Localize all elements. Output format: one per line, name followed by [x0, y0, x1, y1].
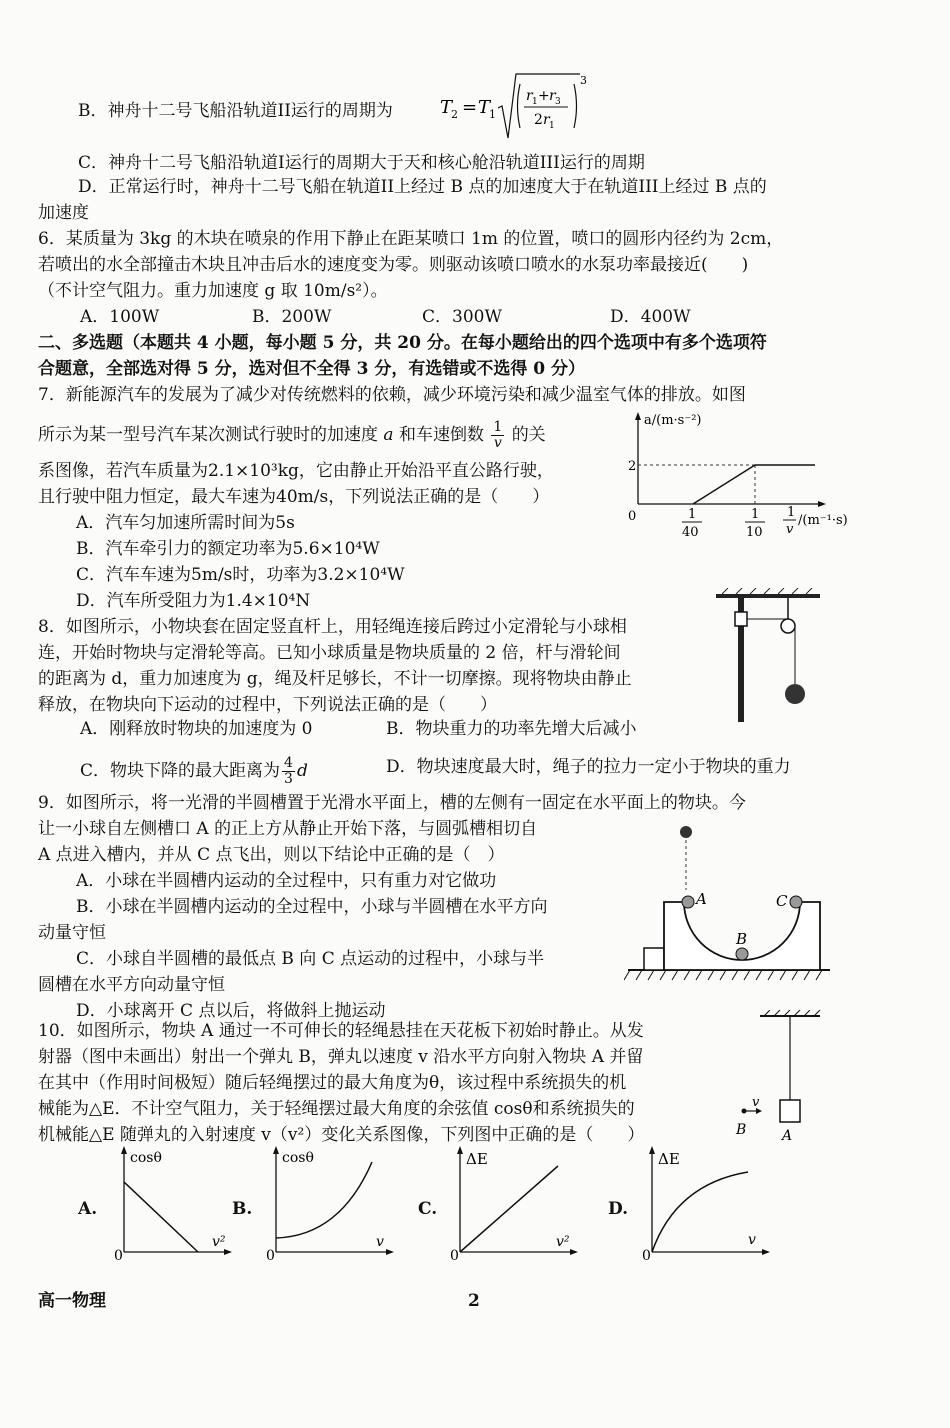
q10-graph-d [636, 1144, 776, 1264]
q9-label-c: C [776, 892, 788, 910]
svg-text:0: 0 [450, 1248, 459, 1264]
q10-graph-a [108, 1144, 238, 1264]
svg-text:B: B [736, 1122, 747, 1138]
q7-graph [620, 408, 870, 548]
svg-text:v: v [376, 1234, 384, 1250]
q8-option-c: C．物块下降的最大距离为 $\frac{4}{3}$ d [80, 755, 308, 787]
q7-graph-xlabel: /(m⁻¹·s) [798, 513, 848, 528]
svg-text:ΔE: ΔE [466, 1150, 488, 1168]
q7-stem-2: 所示为某一型号汽车某次测试行驶时的加速度 a 和车速倒数 $\frac{1}{v}$ 的关 [38, 419, 546, 451]
svg-text:2: 2 [451, 108, 458, 121]
q5-option-b-formula [440, 68, 590, 148]
q9-option-b-cont: 动量守恒 [38, 923, 106, 943]
svg-text:2: 2 [534, 112, 543, 128]
q7-stem-4: 且行驶中阻力恒定，最大车速为40m/s，下列说法正确的是（ ） [38, 487, 550, 507]
q7-graph-ytick: 2 [628, 459, 637, 474]
q6-option-b: B．200W [252, 307, 332, 327]
q7-graph-xtick2-num: 1 [751, 507, 760, 522]
q10-stem-3: 在其中（作用时间极短）随后轻绳摆过的最大角度为θ，该过程中系统损失的机 [38, 1073, 627, 1093]
q8-stem-3: 的距离为 d，重力加速度为 g，绳及杆足够长，不计一切摩擦。现将物块由静止 [38, 669, 632, 689]
q6-option-a: A．100W [80, 307, 160, 327]
svg-text:0: 0 [642, 1248, 651, 1264]
q8-stem-1: 8．如图所示，小物块套在固定竖直杆上，用轻绳连接后跨过小定滑轮与小球相 [38, 617, 627, 637]
q8-ball [785, 684, 805, 704]
svg-text:0: 0 [114, 1248, 123, 1264]
q7-graph-origin: 0 [628, 509, 637, 524]
q10-graph-b-label: B. [232, 1199, 253, 1219]
q6-stem-1: 6．某质量为 3kg 的木块在喷泉的作用下静止在距某喷口 1m 的位置，喷口的圆形内径约为 2cm， [38, 229, 784, 249]
q10-stem-4: 械能为△E．不计空气阻力，关于轻绳摆过最大角度的余弦值 cosθ和系统损失的 [38, 1099, 635, 1119]
q8-block [735, 612, 747, 626]
q7-graph-xlabel-v: v [786, 522, 794, 537]
q6-stem-2: 若喷出的水全部撞击木块且冲击后水的速度变为零。则驱动该喷口喷水的水泵功率最接近( ) [38, 255, 749, 275]
svg-text:cosθ: cosθ [130, 1150, 162, 1166]
q10-graph-c-label: C. [418, 1199, 438, 1219]
q7-graph-xtick2-den: 10 [746, 525, 763, 540]
q9-fixed-block [644, 948, 664, 970]
q5-option-d: D．正常运行时，神舟十二号飞船在轨道II上经过 B 点的加速度大于在轨道III上经过 B 点的 [78, 177, 767, 197]
q10-stem-1: 10．如图所示，物块 A 通过一不可伸长的轻绳悬挂在天花板下初始时静止。从发 [38, 1021, 644, 1041]
svg-text:T: T [478, 97, 491, 118]
svg-text:+: + [538, 88, 550, 104]
q7-graph-ramp-line [693, 465, 755, 504]
svg-text:ΔE: ΔE [658, 1150, 680, 1168]
q8-option-d: D．物块速度最大时，绳子的拉力一定小于物块的重力 [386, 757, 791, 777]
q7-option-a: A．汽车匀加速所需时间为5s [76, 513, 295, 533]
svg-text:T: T [440, 97, 453, 118]
svg-text:v²: v² [556, 1234, 570, 1250]
q10-figure [730, 1010, 830, 1150]
svg-text:3: 3 [580, 74, 587, 87]
q8-option-b: B．物块重力的功率先增大后减小 [386, 719, 637, 739]
q6-stem-3: （不计空气阻力。重力加速度 g 取 10m/s²）。 [38, 281, 388, 301]
svg-text:1: 1 [549, 121, 555, 131]
q9-falling-ball [680, 826, 692, 838]
q9-option-c-cont: 圆槽在水平方向动量守恒 [38, 975, 225, 995]
section-2-heading-cont: 合题意，全部选对得 5 分，选对但不全得 3 分，有选错或不选得 0 分） [38, 359, 585, 379]
q7-graph-xtick1-num: 1 [688, 507, 697, 522]
q7-stem-1: 7．新能源汽车的发展为了减少对传统燃料的依赖，减少环境污染和减少温室气体的排放。如图 [38, 385, 746, 405]
q9-stem-2: 让一小球自左侧槽口 A 的正上方从静止开始下落，与圆弧槽相切自 [38, 819, 538, 839]
q9-option-b: B．小球在半圆槽内运动的全过程中，小球与半圆槽在水平方向 [76, 897, 548, 917]
q8-pulley [781, 619, 795, 633]
q10-stem-2: 射器（图中未画出）射出一个弹丸 B，弹丸以速度 v 沿水平方向射入物块 A 并留 [38, 1047, 644, 1067]
q10-stem-5: 机械能△E 随弹丸的入射速度 v（v²）变化关系图像，下列图中正确的是（ ） [38, 1125, 645, 1145]
q8-stem-2: 连，开始时物块与定滑轮等高。已知小球质量是物块质量的 2 倍，杆与滑轮间 [38, 643, 621, 663]
q7-option-c: C．汽车车速为5m/s时，功率为3.2×10⁴W [76, 565, 405, 585]
svg-text:r: r [526, 88, 533, 104]
q9-stem-3: A 点进入槽内，并从 C 点飞出，则以下结论中正确的是（ ） [38, 845, 505, 865]
svg-text:r: r [549, 88, 556, 104]
q10-graph-c [444, 1144, 584, 1264]
section-2-heading: 二、多选题（本题共 4 小题，每小题 5 分，共 20 分。在每小题给出的四个选项中有多个选项符 [38, 333, 767, 353]
q5-option-b: B．神舟十二号飞船沿轨道II运行的周期为 [78, 101, 393, 121]
q7-option-b: B．汽车牵引力的额定功率为5.6×10⁴W [76, 539, 380, 559]
q8-figure [710, 588, 830, 728]
svg-text:=: = [462, 97, 478, 118]
q6-option-c: C．300W [422, 307, 502, 327]
svg-text:A: A [782, 1128, 793, 1144]
q6-option-d: D．400W [610, 307, 691, 327]
q9-stem-1: 9．如图所示，将一光滑的半圆槽置于光滑水平面上，槽的左侧有一固定在水平面上的物块。今 [38, 793, 746, 813]
svg-text:v²: v² [212, 1234, 226, 1250]
q9-label-a: A [696, 890, 707, 908]
q7-option-d: D．汽车所受阻力为1.4×10⁴N [76, 591, 311, 611]
q10-graph-a-label: A. [78, 1199, 98, 1219]
q5-option-c: C．神舟十二号飞船沿轨道I运行的周期大于天和核心舱沿轨道III运行的周期 [78, 153, 645, 173]
q10-block-a [780, 1100, 800, 1122]
q9-option-a: A．小球在半圆槽内运动的全过程中，只有重力对它做功 [76, 871, 497, 891]
q7-graph-xlabel-num: 1 [787, 505, 796, 520]
q9-figure [624, 820, 834, 990]
svg-text:1: 1 [532, 97, 538, 107]
svg-text:0: 0 [266, 1248, 275, 1264]
q10-graph-b [260, 1144, 400, 1264]
svg-text:3: 3 [555, 97, 561, 107]
q7-graph-xtick1-den: 40 [682, 525, 699, 540]
q10-graph-d-label: D. [608, 1199, 629, 1219]
q8-option-a: A．刚释放时物块的加速度为 0 [80, 719, 313, 739]
svg-text:r: r [543, 112, 550, 128]
svg-text:v: v [748, 1232, 756, 1248]
q7-stem-3: 系图像，若汽车质量为2.1×10³kg，它由静止开始沿平直公路行驶， [38, 461, 554, 481]
q10-bullet-b [742, 1109, 747, 1114]
svg-text:v: v [752, 1095, 760, 1110]
q9-label-b: B [736, 930, 748, 948]
q7-graph-ylabel: a/(m·s⁻²) [644, 413, 702, 428]
q5-option-d-cont: 加速度 [38, 203, 89, 223]
svg-text:cosθ: cosθ [282, 1150, 314, 1166]
q8-stem-4: 释放，在物块向下运动的过程中，下列说法正确的是（ ） [38, 695, 497, 715]
footer-page-number: 2 [468, 1291, 480, 1311]
q9-option-c: C．小球自半圆槽的最低点 B 向 C 点运动的过程中，小球与半 [76, 949, 545, 969]
svg-text:1: 1 [489, 108, 496, 121]
q9-option-d: D．小球离开 C 点以后，将做斜上抛运动 [76, 1001, 386, 1021]
footer-subject: 高一物理 [38, 1291, 106, 1311]
